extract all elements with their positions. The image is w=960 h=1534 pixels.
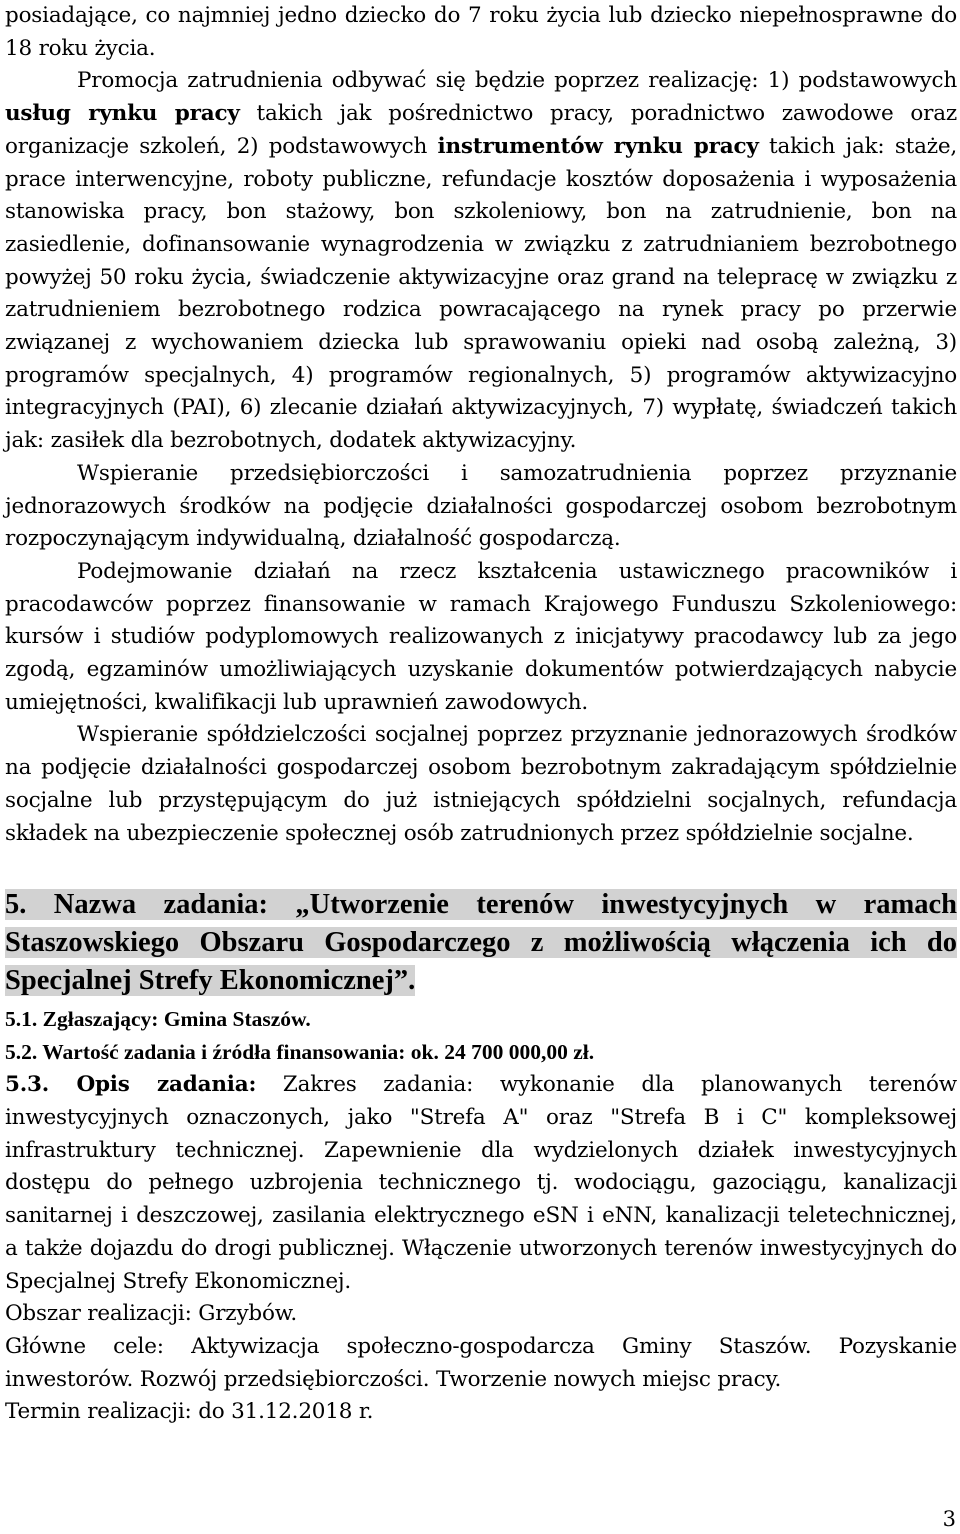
task-deadline: Termin realizacji: do 31.12.2018 r.: [5, 1399, 374, 1425]
promotion-bold-instruments: instrumentów rynku pracy: [437, 133, 759, 159]
paragraph-employment-promotion: [5, 65, 957, 457]
task-value: 5.2. Wartość zadania i źródła finansowania: ok. 24 700 000,00 zł.: [5, 1040, 595, 1065]
task-applicant: 5.1. Zgłaszający: Gmina Staszów.: [5, 1007, 311, 1032]
promotion-text-2: takich jak pośrednictwo pracy, poradnictwo zawodowe oraz organizacje szkoleń, 2) podstawowych: [5, 101, 957, 159]
task-description-text: Zakres zadania: wykonanie dla planowanych terenów inwestycyjnych oznaczonych, jako "Strefa A" oraz "Strefa B i C" kompleksowej infrastruktury technicznej. Zapewnienie dla wydzielonych działek inwestycyjnych dostępu do pełnego uzbrojenia technicznego tj. wodociągu, gazociągu, kanalizacji sanitarnej i deszczowej, zasilania elektrycznego eSN i eNN, kanalizacji teletechnicznej, a także dojazdu do drogi publicznej. Włączenie utworzonych terenów inwestycyjnych do Specjalnej Strefy Ekonomicznej.: [5, 1072, 957, 1294]
promotion-bold-services: usług rynku pracy: [5, 101, 240, 127]
promotion-text-3: takich jak: staże, prace interwencyjne, roboty publiczne, refundacje kosztów doposażenia i wyposażenia stanowiska pracy, bon stażowy, bon szkoleniowy, bon na zatrudnienie, bon na zasiedlenie, dofinansowanie wynagrodzenia w związku z zatrudnianiem bezrobotnego powyżej 50 roku życia, świadczenie aktywizacyjne oraz grand na telepracę w związku z zatrudnieniem bezrobotnego rodzica powracającego na rynek pracy po przerwie związanej z wychowaniem dziecka lub sprawowaniu opieki nad osobą zależną, 3) programów specjalnych, 4) programów regionalnych, 5) programów aktywizacyjno integracyjnych (PAI), 6) zlecanie działań aktywizacyjnych, 7) wypłatę, świadczeń takich jak: zasiłek dla bezrobotnych, dodatek aktywizacyjny.: [5, 133, 957, 454]
document-body: [5, 0, 957, 1429]
paragraph-cooperatives: Wspieranie spółdzielczości socjalnej poprzez przyznanie jednorazowych środków na podjęcie działalności gospodarczej osobom bezrobotnym zakradającym spółdzielnie socjalne lub przystępującym do już istniejących spółdzielni socjalnych, refundacja składek na ubezpieczenie społecznej osób zatrudnionych przez spółdzielnie socjalne.: [5, 722, 957, 846]
page-number: 3: [942, 1507, 956, 1531]
paragraph-continuation: posiadające, co najmniej jedno dziecko do 7 roku życia lub dziecko niepełnosprawne do 18 roku życia.: [5, 3, 957, 61]
task-heading: [5, 886, 957, 1000]
task-description-label: 5.3. Opis zadania:: [5, 1072, 257, 1098]
task-goals: Główne cele: Aktywizacja społeczno-gospodarcza Gminy Staszów. Pozyskanie inwestorów. Rozwój przedsiębiorczości. Tworzenie nowych miejsc pracy.: [5, 1333, 957, 1392]
section-gap: [5, 850, 957, 886]
task-description: [5, 1069, 957, 1298]
paragraph-education: Podejmowanie działań na rzecz kształcenia ustawicznego pracowników i pracodawców poprzez finansowanie w ramach Krajowego Funduszu Szkoleniowego: kursów i studiów podyplomowych realizowanych z inicjatywy pracodawcy lub za jego zgodą, egzaminów umożliwiających uzyskanie dokumentów potwierdzających nabycie umiejętności, kwalifikacji lub uprawnień zawodowych.: [5, 558, 957, 715]
task-area: Obszar realizacji: Grzybów.: [5, 1301, 297, 1327]
task-heading-text: 5. Nazwa zadania: „Utworzenie terenów inwestycyjnych w ramach Staszowskiego Obszaru Gospodarczego z możliwością włączenia ich do Specjalnej Strefy Ekonomicznej”.: [5, 889, 957, 997]
paragraph-entrepreneurship: Wspieranie przedsiębiorczości i samozatrudnienia poprzez przyznanie jednorazowych środków na podjęcie działalności gospodarczej osobom bezrobotnym rozpoczynającym indywidualną, działalność gospodarczą.: [5, 460, 957, 552]
promotion-text-1: Promocja zatrudnienia odbywać się będzie poprzez realizację: 1) podstawowych: [77, 68, 957, 94]
